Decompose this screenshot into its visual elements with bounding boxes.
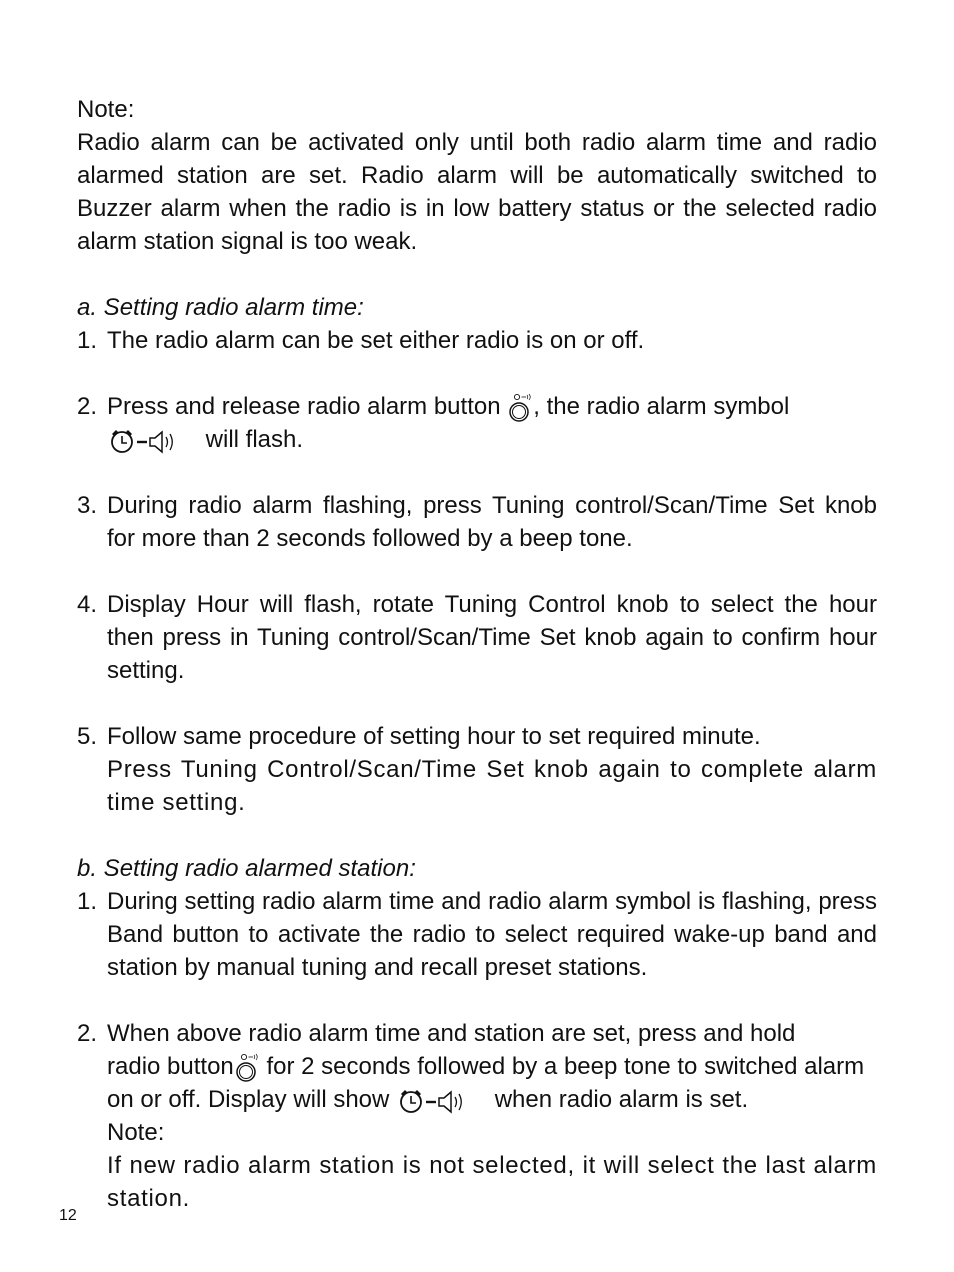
list-item: 5. Follow same procedure of setting hour to set required minute. Press Tuning Control/Scan/Time Set knob again to complete alarm time setting. [77,723,877,816]
page-number: 12 [59,1207,77,1224]
list-item: 2. Press and release radio alarm button , the radio alarm symbol will flash. [77,390,877,456]
radio-alarm-button-icon [507,393,533,423]
note-text: Radio alarm can be activated only until both radio alarm time and radio alarmed station are set. Radio alarm will be automatically switched to Buzzer alarm when the radio is in low battery status or the selected radio alarm station signal is too weak. [77,129,877,255]
note-heading: Note: [107,1119,165,1146]
page-content [77,93,877,1215]
list-item: 3. During radio alarm flashing, press Tuning control/Scan/Time Set knob for more than 2 seconds followed by a beep tone. [77,492,877,552]
radio-alarm-symbol-icon [396,1086,488,1116]
note-text: If new radio alarm station is not selected, it will select the last alarm station. [107,1152,877,1212]
note-heading: Note: [77,96,135,123]
radio-alarm-button-icon [234,1053,260,1083]
section-b-heading: b. Setting radio alarmed station: [77,855,416,882]
list-item: 1. The radio alarm can be set either radio is on or off. [77,327,645,354]
list-item: 1. During setting radio alarm time and radio alarm symbol is flashing, press Band button to activate the radio to select required wake-up band and station by manual tuning and recall preset stations. [77,888,877,981]
list-item: 2. When above radio alarm time and station are set, press and hold radio button for 2 seconds followed by a beep tone to switched alarm on or off. Display will show when radio alarm is set. Note: If new radio alarm station is not selected, it will select the last alarm station. [77,1017,877,1215]
radio-alarm-symbol-icon [107,426,199,456]
list-item: 4. Display Hour will flash, rotate Tuning Control knob to select the hour then press in Tuning control/Scan/Time Set knob again to confirm hour setting. [77,591,877,684]
section-a-heading: a. Setting radio alarm time: [77,294,364,321]
